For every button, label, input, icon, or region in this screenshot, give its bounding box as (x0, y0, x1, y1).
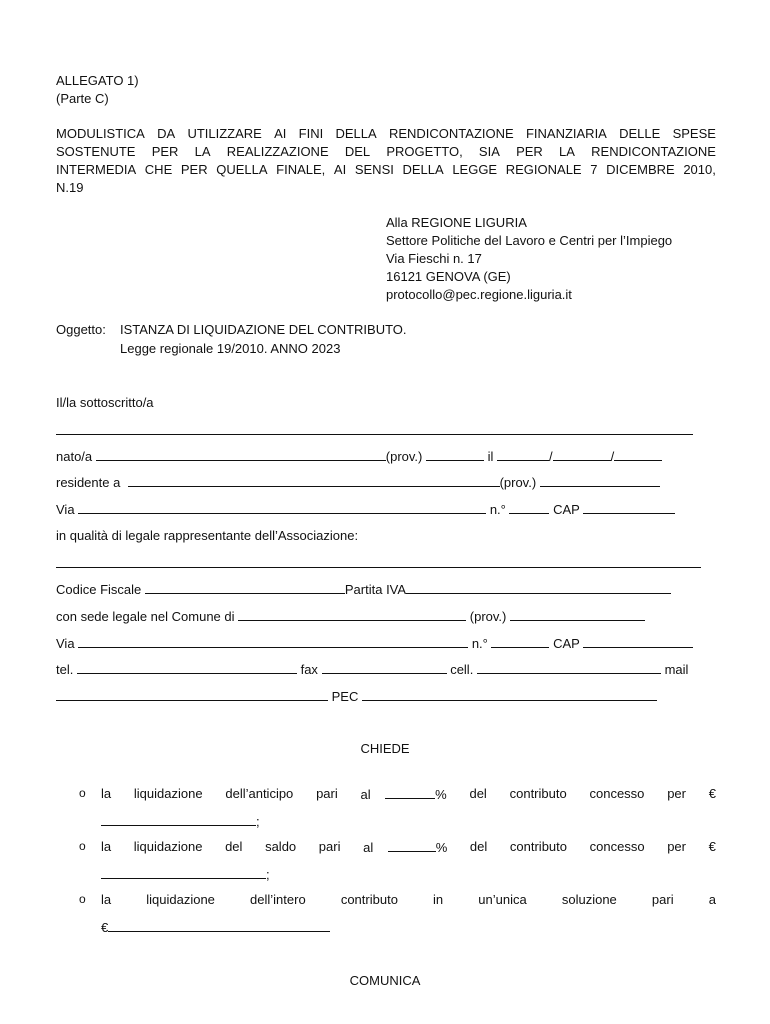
option-word: liquidazione (133, 839, 203, 854)
codice-fiscale-label: Codice Fiscale (56, 582, 142, 597)
option-word: la (101, 892, 112, 907)
nato-label: nato/a (56, 449, 93, 464)
cell-label: cell. (450, 662, 474, 677)
option-word: al (363, 840, 374, 855)
cap-label: CAP (553, 502, 580, 517)
semicolon: ; (266, 867, 270, 882)
residente-via-field[interactable] (78, 500, 486, 514)
option-word: a (708, 892, 716, 907)
option-word: pari (316, 786, 338, 801)
title-line-4: N.19 (56, 180, 84, 195)
title-word: 2010, (683, 162, 716, 177)
contacts-row (56, 660, 688, 678)
sede-comune-field[interactable] (238, 607, 466, 621)
saldo-amount-field[interactable] (101, 865, 266, 879)
euro-sign: € (101, 920, 109, 935)
mail-field[interactable] (56, 687, 328, 701)
euro-sign: € (708, 786, 716, 801)
option-2-bullet[interactable]: o (79, 839, 86, 853)
euro-sign: € (708, 839, 716, 854)
nato-city-field[interactable] (96, 447, 386, 461)
residente-cap-field[interactable] (583, 500, 675, 514)
title-word: DICEMBRE (606, 162, 675, 177)
tel-field[interactable] (77, 660, 297, 674)
option-word: la (101, 839, 112, 854)
semicolon: ; (256, 814, 260, 829)
option-word: pari (651, 892, 674, 907)
pec-field[interactable] (362, 687, 657, 701)
title-word: AI (333, 162, 347, 177)
codice-fiscale-field[interactable] (145, 580, 345, 594)
chiede-heading: CHIEDE (360, 741, 410, 756)
option-word: contributo (340, 892, 398, 907)
partita-iva-field[interactable] (406, 580, 671, 594)
title-word: PER (180, 162, 208, 177)
anticipo-percent-field[interactable] (385, 785, 435, 799)
subject-label: Oggetto: (56, 322, 106, 337)
option-word: dell’anticipo (225, 786, 294, 801)
title-word: LA (194, 144, 211, 159)
date-separator: / (549, 449, 553, 464)
birth-month-field[interactable] (553, 447, 611, 461)
sede-legale-row (56, 607, 645, 625)
option-word: del (469, 839, 488, 854)
sede-numero-field[interactable] (491, 634, 549, 648)
option-3-line (101, 891, 716, 908)
title-word: FINANZIARIA (525, 126, 607, 141)
option-3-amount-row (101, 918, 330, 936)
title-word: RENDICONTAZIONE (591, 144, 716, 159)
pec-row (56, 687, 657, 705)
birth-day-field[interactable] (497, 447, 549, 461)
title-word: LEGGE (452, 162, 498, 177)
option-word: soluzione (561, 892, 617, 907)
title-line-3 (56, 161, 716, 178)
title-word: 7 (590, 162, 598, 177)
subject-line-1: ISTANZA DI LIQUIDAZIONE DEL CONTRIBUTO. (120, 322, 407, 337)
title-word: DELLE (619, 126, 661, 141)
title-word: MODULISTICA (56, 126, 145, 141)
option-2-line (101, 838, 716, 856)
anticipo-amount-field[interactable] (101, 812, 256, 826)
recipient-line-4: 16121 GENOVA (GE) (386, 269, 511, 284)
option-word: liquidazione (133, 786, 203, 801)
option-word: concesso (589, 786, 645, 801)
sede-via-field[interactable] (78, 634, 468, 648)
cell-field[interactable] (477, 660, 661, 674)
option-word: per (667, 839, 686, 854)
date-separator: / (610, 449, 615, 464)
title-word: FINI (298, 126, 324, 141)
residente-via-row (56, 500, 675, 518)
birth-year-field[interactable] (614, 447, 662, 461)
subject-line-2: Legge regionale 19/2010. ANNO 2023 (120, 341, 341, 356)
title-line-2 (56, 143, 716, 160)
title-word: AI (274, 126, 287, 141)
option-1-bullet[interactable]: o (79, 786, 86, 800)
pec-label: PEC (331, 689, 359, 704)
option-word: un’unica (478, 892, 527, 907)
option-word: al (360, 787, 371, 802)
title-word: PER (151, 144, 179, 159)
codice-fiscale-row (56, 580, 671, 598)
option-word: liquidazione (146, 892, 215, 907)
nato-row (56, 447, 662, 465)
allegato-label: ALLEGATO 1) (56, 73, 139, 88)
title-word: CHE (144, 162, 173, 177)
sede-cap-label: CAP (553, 636, 580, 651)
sede-via-label: Via (56, 636, 75, 651)
fax-field[interactable] (322, 660, 447, 674)
title-word: DELLA (335, 126, 377, 141)
option-word: per (667, 786, 686, 801)
title-word: REALIZZAZIONE (226, 144, 329, 159)
option-word: del (225, 839, 243, 854)
il-label: il (487, 449, 494, 464)
residente-row (56, 473, 660, 491)
title-word: SOSTENUTE (56, 144, 136, 159)
option-word: contributo (509, 839, 567, 854)
parte-label: (Parte C) (56, 91, 109, 106)
title-word: REGIONALE (505, 162, 582, 177)
title-word: SENSI (354, 162, 394, 177)
title-line-1 (56, 125, 716, 142)
numero-label: n.° (489, 502, 506, 517)
title-word: DEL (344, 144, 371, 159)
percent-sign: % (435, 787, 447, 802)
percent-sign: % (435, 840, 448, 855)
residente-prov-field[interactable] (540, 473, 660, 487)
title-word: PER (516, 144, 543, 159)
residente-label: residente a (56, 475, 121, 490)
title-word: INTERMEDIA (56, 162, 137, 177)
option-word: saldo (265, 839, 297, 854)
sede-cap-field[interactable] (583, 634, 693, 648)
associazione-name-field[interactable] (56, 567, 701, 568)
title-word: PROGETTO, (386, 144, 463, 159)
title-word: LA (559, 144, 575, 159)
qualita-label: in qualità di legale rappresentante dell’Associazione: (56, 528, 359, 543)
recipient-line-3: Via Fieschi n. 17 (386, 251, 482, 266)
nato-prov-label: (prov.) (385, 449, 423, 464)
fax-label: fax (300, 662, 318, 677)
recipient-line-1: Alla REGIONE LIGURIA (386, 215, 527, 230)
sottoscritto-name-field[interactable] (56, 434, 693, 435)
via-label: Via (56, 502, 75, 517)
residente-prov-label: (prov.) (499, 475, 537, 490)
option-word: contributo (509, 786, 567, 801)
option-2-amount-row (101, 865, 270, 883)
saldo-percent-field[interactable] (388, 838, 436, 852)
sede-numero-label: n.° (471, 636, 488, 651)
option-word: la (101, 786, 112, 801)
tel-label: tel. (56, 662, 74, 677)
title-word: FINALE, (276, 162, 326, 177)
option-word: pari (318, 839, 341, 854)
title-word: DA (157, 126, 176, 141)
nato-prov-field[interactable] (426, 447, 484, 461)
sede-via-row (56, 634, 693, 652)
title-word: RENDICONTAZIONE (388, 126, 514, 141)
residente-city-field[interactable] (128, 473, 500, 487)
option-1-line (101, 785, 716, 803)
option-word: in (433, 892, 444, 907)
option-1-amount-row (101, 812, 260, 830)
recipient-email: protocollo@pec.regione.liguria.it (386, 287, 572, 302)
option-word: del (469, 786, 487, 801)
title-word: SPESE (672, 126, 716, 141)
option-word: dell’intero (250, 892, 306, 907)
sede-prov-field[interactable] (510, 607, 645, 621)
intero-amount-field[interactable] (108, 918, 330, 932)
title-word: DELLA (402, 162, 444, 177)
residente-numero-field[interactable] (509, 500, 549, 514)
option-3-bullet[interactable]: o (79, 892, 86, 906)
title-word: QUELLA (216, 162, 268, 177)
comunica-heading: COMUNICA (349, 973, 421, 988)
title-word: UTILIZZARE (187, 126, 262, 141)
title-word: SIA (478, 144, 500, 159)
mail-label: mail (664, 662, 689, 677)
partita-iva-label: Partita IVA (344, 582, 407, 597)
sede-prov-label: (prov.) (469, 609, 507, 624)
sede-legale-label: con sede legale nel Comune di (56, 609, 235, 624)
recipient-line-2: Settore Politiche del Lavoro e Centri per l’Impiego (386, 233, 673, 248)
option-word: concesso (589, 839, 645, 854)
sottoscritto-label: Il/la sottoscritto/a (56, 395, 154, 410)
